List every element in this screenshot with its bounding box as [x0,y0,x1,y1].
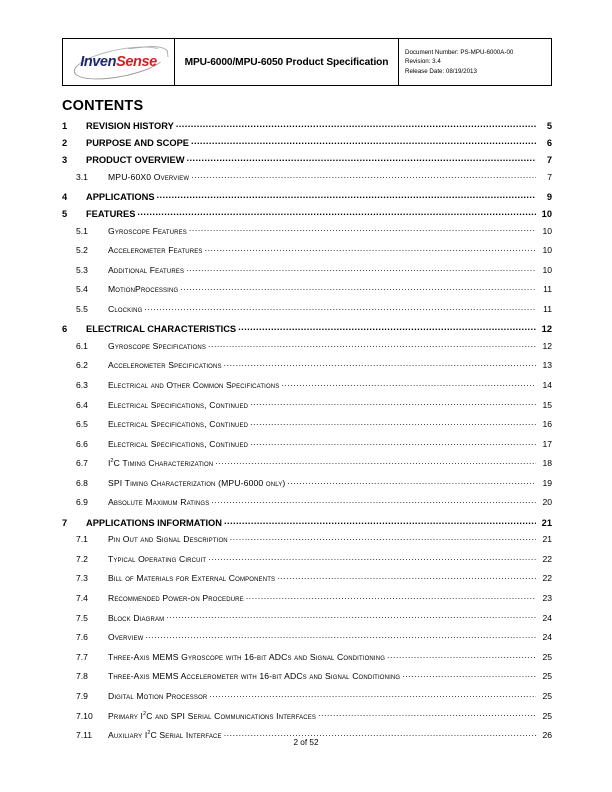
toc-entry-page: 23 [542,592,552,603]
toc-entry[interactable] [62,419,552,439]
toc-entry-page: 24 [542,632,552,643]
toc-entry[interactable] [62,171,552,191]
logo-text-sense: Sense [116,54,157,70]
toc-entry-page: 14 [542,379,552,390]
toc-entry[interactable] [62,651,552,671]
toc-entry-label: APPLICATIONS [86,192,155,203]
toc-entry-number: 7.8 [76,671,88,682]
logo-text-inven: Inven [80,54,117,70]
header-meta-cell [399,39,551,85]
toc-entry-page: 22 [542,553,552,564]
toc-entry[interactable] [62,245,552,265]
toc-entry-label: MPU-60X0 Overview [108,171,190,182]
toc-entry-label: PRODUCT OVERVIEW [86,155,185,166]
toc-entry[interactable] [62,323,552,340]
toc-entry-number: 6.2 [76,360,88,371]
page-footer [0,738,612,747]
toc-entry-label: PURPOSE AND SCOPE [86,138,189,149]
document-release-date: Release Date: 08/19/2013 [405,67,477,75]
toc-leader-dots [157,191,536,200]
toc-entry-label: Auxiliary $I^2C$ Serial Interface [108,730,222,741]
toc-entry-label: Recommended Power-on Procedure [108,592,244,603]
toc-entry-label: Gyroscope Specifications [108,340,206,351]
toc-entry-number: 7.9 [76,690,88,701]
toc-entry[interactable] [62,303,552,323]
toc-entry-label: Three-Axis MEMS Gyroscope with 16-bit ADCs and Signal Conditioning [108,651,386,662]
toc-entry-number: 3 [62,155,68,166]
toc-entry-number: 5.2 [76,245,88,256]
toc-leader-dots [176,120,536,129]
footer-page-number: 2 of 52 [293,738,319,747]
toc-entry-number: 7.3 [76,573,88,584]
toc-entry-label: REVISION HISTORY [86,121,174,132]
toc-entry-number: 6.4 [76,399,88,410]
toc-leader-dots [211,497,536,506]
toc-entry-number: 5.1 [76,225,88,236]
toc-entry-page: 26 [542,730,552,741]
toc-entry[interactable] [62,191,552,208]
toc-entry-page: 10 [542,225,552,236]
toc-entry-number: 7.11 [76,730,93,741]
toc-entry[interactable] [62,671,552,691]
toc-entry-label: SPI Timing Characterization (MPU-6000 only) [108,477,286,488]
toc-entry-page: 10 [541,209,552,220]
toc-entry-number: 7.2 [76,553,88,564]
toc-entry-number: 7.4 [76,592,88,603]
document-title: MPU-6000/MPU-6050 Product Specification [184,56,389,68]
toc-leader-dots [230,534,536,543]
toc-entry[interactable] [62,208,552,225]
toc-entry[interactable] [62,399,552,419]
toc-leader-dots [166,612,536,621]
toc-entry[interactable] [62,477,552,497]
toc-entry-number: 5.5 [76,304,88,315]
toc-entry[interactable] [62,573,552,593]
toc-entry-number: 6.3 [76,379,88,390]
toc-leader-dots [402,671,536,680]
toc-entry[interactable] [62,225,552,245]
toc-entry-label: Electrical and Other Common Specifications [108,379,280,390]
toc-entry-number: 6 [62,324,68,335]
toc-leader-dots [318,710,536,719]
toc-entry-page: 18 [542,458,552,469]
toc-leader-dots [145,632,536,641]
toc-leader-dots [189,225,536,234]
toc-leader-dots [287,477,536,486]
toc-entry-page: 25 [542,671,552,682]
toc-leader-dots [224,730,536,739]
toc-entry-number: 6.6 [76,438,88,449]
toc-leader-dots [224,516,536,525]
toc-entry-page: 25 [542,690,552,701]
toc-leader-dots [205,245,536,254]
toc-leader-dots [387,651,536,660]
toc-leader-dots [281,379,536,388]
toc-leader-dots [238,323,536,332]
toc-entry-number: 7.1 [76,534,88,545]
toc-entry[interactable] [62,438,552,458]
toc-entry[interactable] [62,458,552,478]
toc-entry-page: 21 [541,517,552,528]
toc-leader-dots [144,303,536,312]
toc-entry-label: Primary $I^2C$ and SPI Serial Communications Interfaces [108,710,317,721]
toc-entry-number: 7.10 [76,710,93,721]
toc-entry[interactable] [62,612,552,632]
toc-entry-page: 10 [542,245,552,256]
toc-leader-dots [191,171,536,180]
toc-entry-label: Pin Out and Signal Description [108,534,228,545]
toc-entry-page: 19 [542,477,552,488]
toc-entry-page: 25 [542,651,552,662]
toc-entry-number: 4 [62,192,68,203]
toc-entry-label: Additional Features [108,264,185,275]
toc-leader-dots [186,264,536,273]
toc-leader-dots [209,690,536,699]
toc-entry-page: 16 [542,419,552,430]
contents-heading: CONTENTS [62,98,144,114]
toc-entry[interactable] [62,340,552,360]
toc-entry-page: 10 [542,264,552,275]
toc-entry-label: Overview [108,632,144,643]
toc-entry-page: 11 [543,304,552,315]
toc-entry[interactable] [62,690,552,710]
toc-leader-dots [137,208,536,217]
document-revision: Revision: 3.4 [405,58,441,66]
invensense-logo [67,45,171,79]
toc-entry[interactable] [62,379,552,399]
document-header-table [62,38,552,86]
toc-entry-number: 7.5 [76,612,88,623]
toc-entry-label: Bill of Materials for External Components [108,573,276,584]
toc-entry-label: $I^2C$ Timing Characterization [108,458,214,469]
toc-entry-label: Absolute Maximum Ratings [108,497,210,508]
toc-entry-number: 7.6 [76,632,88,643]
toc-entry-page: 12 [541,324,552,335]
toc-leader-dots [277,573,536,582]
toc-entry-number: 6.1 [76,340,88,351]
toc-entry-label: Three-Axis MEMS Accelerometer with 16-bit ADCs and Signal Conditioning [108,671,401,682]
toc-entry-label: Electrical Specifications, Continued [108,419,249,430]
toc-entry[interactable] [62,120,552,137]
toc-leader-dots [208,340,536,349]
toc-entry-page: 17 [542,438,552,449]
toc-entry[interactable] [62,360,552,380]
document-number: Document Number: PS-MPU-6000A-00 [405,48,514,56]
toc-entry-label: Block Diagram [108,612,165,623]
toc-entry-label: ELECTRICAL CHARACTERISTICS [86,324,237,335]
table-of-contents [62,120,552,749]
toc-entry[interactable] [62,632,552,652]
toc-entry-page: 24 [542,612,552,623]
toc-entry-number: 7 [62,517,68,528]
toc-entry-number: 3.1 [76,171,88,182]
toc-entry-number: 7.7 [76,651,88,662]
toc-entry[interactable] [62,710,552,730]
toc-entry-label: Electrical Specifications, Continued [108,438,249,449]
header-logo-cell [63,39,175,85]
toc-leader-dots [215,458,536,467]
toc-entry-number: 6.7 [76,458,88,469]
toc-entry-number: 5.3 [76,264,88,275]
toc-entry-label: Typical Operating Circuit [108,553,207,564]
header-title-cell [175,39,399,85]
toc-entry-page: 6 [546,138,552,149]
toc-leader-dots [224,360,536,369]
toc-entry[interactable] [62,284,552,304]
toc-entry[interactable] [62,497,552,517]
toc-entry-page: 5 [546,121,552,132]
toc-entry-page: 7 [547,171,552,182]
toc-entry[interactable] [62,154,552,171]
toc-entry-label: Gyroscope Features [108,225,187,236]
toc-entry[interactable] [62,553,552,573]
toc-entry[interactable] [62,264,552,284]
toc-entry-label: Digital Motion Processor [108,690,208,701]
toc-entry-label: MotionProcessing [108,284,179,295]
toc-entry[interactable] [62,137,552,154]
toc-entry[interactable] [62,592,552,612]
toc-leader-dots [187,154,537,163]
toc-entry-page: 22 [542,573,552,584]
toc-entry-label: APPLICATIONS INFORMATION [86,517,223,528]
toc-entry-label: Accelerometer Features [108,245,203,256]
toc-entry-number: 6.9 [76,497,88,508]
toc-leader-dots [180,284,536,293]
toc-entry-number: 2 [62,138,68,149]
toc-leader-dots [191,137,536,146]
toc-entry-label: Clocking [108,304,143,315]
toc-entry[interactable] [62,534,552,554]
toc-leader-dots [250,399,536,408]
toc-entry-page: 20 [542,497,552,508]
toc-entry[interactable] [62,516,552,533]
toc-entry-page: 25 [542,710,552,721]
toc-entry-page: 7 [546,155,552,166]
toc-entry-page: 12 [542,340,552,351]
toc-entry-number: 5 [62,209,68,220]
toc-entry-number: 6.8 [76,477,88,488]
toc-leader-dots [208,553,536,562]
toc-leader-dots [246,592,536,601]
toc-entry-label: Accelerometer Specifications [108,360,222,371]
toc-entry-number: 1 [62,121,68,132]
toc-entry-page: 13 [542,360,552,371]
toc-entry-page: 15 [542,399,552,410]
toc-entry-page: 11 [543,284,552,295]
toc-leader-dots [250,419,536,428]
toc-entry-page: 21 [542,534,552,545]
toc-entry-label: FEATURES [86,209,136,220]
toc-entry-number: 6.5 [76,419,88,430]
toc-entry-label: Electrical Specifications, Continued [108,399,249,410]
toc-leader-dots [250,438,536,447]
toc-entry-page: 9 [546,192,552,203]
toc-entry-number: 5.4 [76,284,88,295]
